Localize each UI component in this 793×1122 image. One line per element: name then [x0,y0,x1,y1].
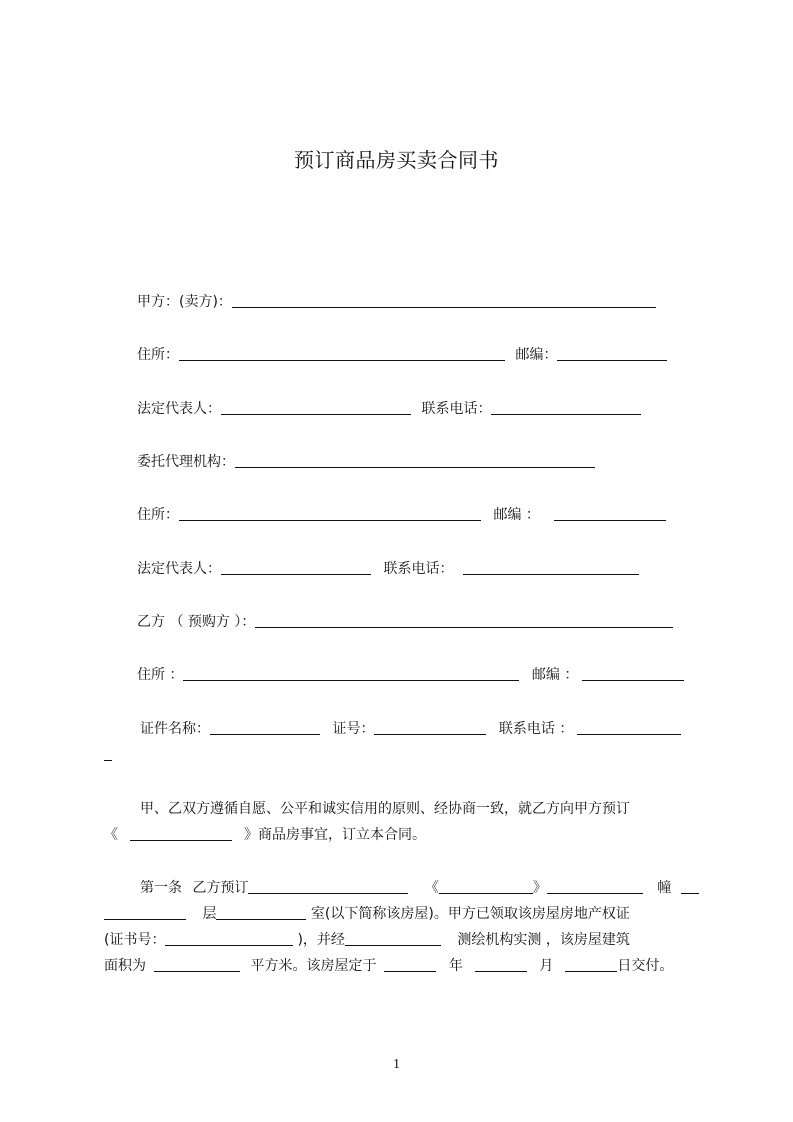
buyer-address-label: 住所 ： [137,667,184,683]
article-1-text: 乙方预订 [192,880,249,896]
agent-rep-label: 法定代表人： [137,561,221,577]
article-1-line-2 [104,901,704,927]
agent-address-row [137,504,666,526]
document-title: 预订商品房买卖合同书 [294,148,499,172]
agent-rep-row [137,558,639,580]
intro-line-2 [104,822,704,848]
agent-org-blank[interactable] [235,451,595,468]
seller-rep-label: 法定代表人： [137,401,221,417]
article-1 [104,875,704,979]
article-1-building-blank[interactable] [547,877,643,894]
buyer-postcode-blank[interactable] [582,664,684,681]
intro-line-1: 甲、乙双方遵循自愿、公平和诚实信用的原则、经协商一致，就乙方向甲方预订 [140,801,630,817]
agent-org-row [137,451,595,473]
seller-address-row [137,344,667,366]
buyer-id-type-blank[interactable] [210,718,320,735]
article-1-text: 层 [202,906,217,922]
buyer-id-type-label: 证件名称： [140,721,210,737]
article-1-building-no-blank[interactable] [681,877,699,894]
article-1-text: 年 [448,958,463,974]
article-1-text: 室(以下简称该房屋)。甲方已领取该房屋房地产权证 [310,906,630,922]
buyer-phone-label: 联系电话 ： [498,721,574,737]
article-1-line-1 [104,875,704,901]
intro-open-quote: 《 [104,827,118,843]
article-1-certificate-blank[interactable] [165,929,293,946]
article-1-line-4 [104,953,704,979]
buyer-name-blank[interactable] [255,611,673,628]
article-1-day-blank[interactable] [565,955,617,972]
article-1-floor-blank[interactable] [104,903,186,920]
seller-rep-blank[interactable] [221,398,411,415]
agent-phone-label: 联系电话： [383,561,454,577]
article-1-text: )，并经 [297,932,345,948]
agent-postcode-label: 邮编 ： [493,507,540,523]
buyer-address-blank[interactable] [183,664,519,681]
agent-postcode-blank[interactable] [554,504,666,521]
buyer-id-no-blank[interactable] [374,718,486,735]
article-1-text: 》 [532,880,547,896]
article-1-area-blank[interactable] [154,955,240,972]
article-1-text: (证书号： [104,932,166,948]
agent-address-label: 住所： [137,507,179,523]
article-1-month-blank[interactable] [475,955,527,972]
article-1-location-blank[interactable] [248,877,408,894]
seller-postcode-label: 邮编： [515,347,558,363]
buyer-id-row [140,718,681,740]
article-1-text: 幢 [657,880,672,896]
intro-paragraph [104,796,704,848]
buyer-address-row [137,664,684,686]
seller-name-blank[interactable] [232,291,656,308]
article-1-text: 日交付。 [617,958,674,974]
article-1-project-blank[interactable] [439,877,533,894]
intro-project-blank[interactable] [130,824,232,841]
intro-close-text: 》商品房事宜，订立本合同。 [244,827,426,843]
article-1-year-blank[interactable] [384,955,436,972]
seller-postcode-blank[interactable] [557,344,667,361]
seller-party-row [137,291,656,313]
buyer-id-no-label: 证号： [332,721,375,737]
agent-address-blank[interactable] [179,504,481,521]
seller-rep-row [137,398,641,420]
article-1-heading: 第一条 [140,880,182,896]
article-1-room-blank[interactable] [216,903,306,920]
agent-rep-blank[interactable] [221,558,371,575]
agent-org-label: 委托代理机构： [137,454,235,470]
article-1-text: 面积为 [104,958,146,974]
seller-phone-blank[interactable] [491,398,641,415]
seller-phone-label: 联系电话： [421,401,492,417]
page-number: 1 [393,1057,400,1072]
seller-address-blank[interactable] [179,344,505,361]
seller-party-label: 甲方：(卖方)： [137,294,232,310]
seller-address-label: 住所： [137,347,179,363]
buyer-postcode-label: 邮编 ： [531,667,579,683]
buyer-phone-blank[interactable] [577,718,681,735]
article-1-text: 平方米。该房屋定于 [250,958,377,974]
article-1-text: 月 [539,958,554,974]
buyer-party-row [137,611,673,633]
agent-phone-blank[interactable] [463,558,639,575]
buyer-party-label: 乙方 （ 预购方 ）： [137,614,256,630]
article-1-text: 测绘机构实测 ，该房屋建筑 [457,932,630,948]
buyer-phone-blank-overflow [104,760,112,761]
article-1-line-3 [104,927,704,953]
article-1-surveyor-blank[interactable] [345,929,441,946]
article-1-text: 《 [424,880,439,896]
